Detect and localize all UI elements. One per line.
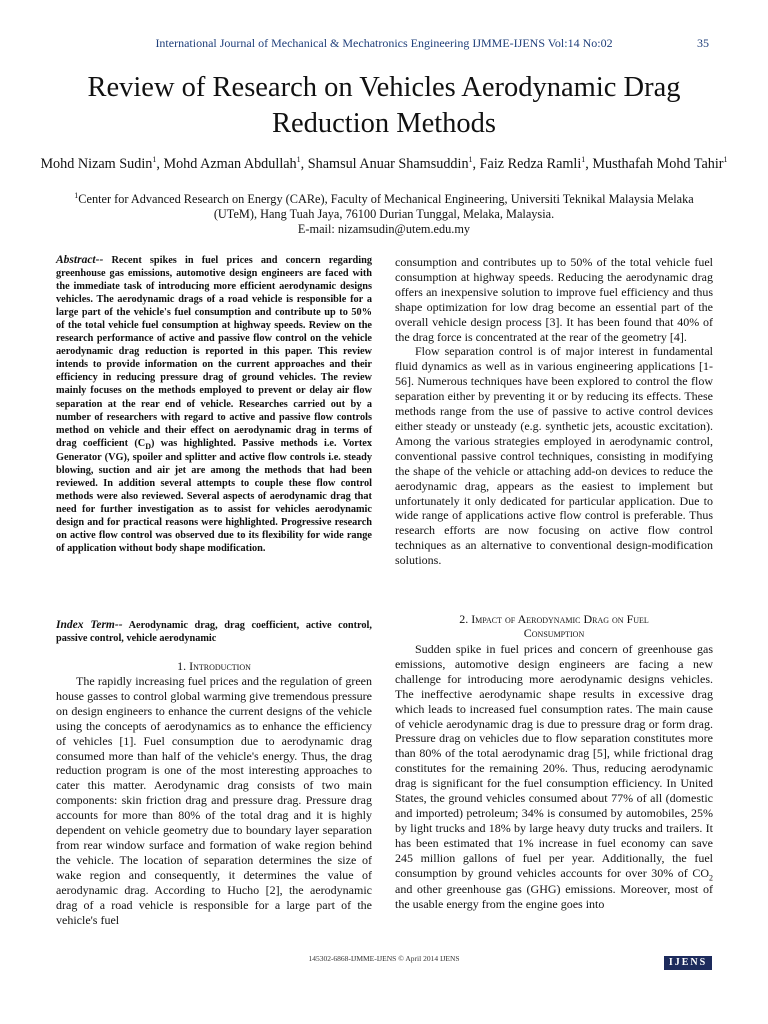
paragraph: consumption and contributes up to 50% of the total vehicle fuel consumption at highway speeds. Reducing the aerodynamic drag offers an inexpensive solution to improve fuel efficiency and thus shape optimization for low drag become an essential part of the overall vehicle design process [3]. It has been found that 40% of the drag force is concentrated at the rear of the geometry [4]. [395, 255, 713, 344]
paper-title: Review of Research on Vehicles Aerodynamic Drag Reduction Methods [87, 72, 681, 139]
index-terms [56, 619, 372, 645]
author-separator: , [472, 156, 480, 172]
abstract-text: Recent spikes in fuel prices and concern regarding greenhouse gas emissions, automotive design engineers are faced with the immediate task of introducing more efficient aerodynamic designs vehicles. The aerodynamic drags of a road vehicle is responsible for a large part of the vehicle's fuel consumption and contribute up to 50% of the total vehicle fuel consumption at highway speeds. Review on the research performance of active and passive flow control on the vehicle aerodynamic drag reduction is reported in this paper. This review intends to provide information on the current approaches and their efficiency in reducing pressure drag of ground vehicles. The review mainly focuses on the methods employed to prevent or delay air flow separation at the rear end of vehicle. Researches carried out by a number of researchers with regard to active and passive flow controls method on vehicle and their effect on aerodynamic drag in terms of drag coefficient (C [56, 255, 372, 449]
abstract [56, 254, 372, 555]
ijens-logo: IJENS [664, 956, 712, 970]
author-separator: , [156, 156, 164, 172]
affiliation-mark: 1 [74, 191, 79, 200]
section-heading-introduction: 1. Introduction [177, 659, 251, 673]
affiliation-mark: 1 [723, 155, 728, 164]
abstract-text: ) was highlighted. Passive methods i.e. Vortex Generator (VG), spoiler and splitter and active flow controls i.e. steady blowing, suction and air jet are among the methods that had been reviewed. In addition several attempts to couple these flow control methods were also reviewed. Several aspects of aerodynamic drag that need for further investigation as to assist for vehicles aerodynamic design and for practical reasons were highlighted. Progressive research on active flow control was observed due to its flexibility for wide range of application without body shape modification. [56, 437, 372, 555]
section-heading-impact [395, 612, 713, 640]
index-terms-lead: Index Term-- [56, 619, 123, 631]
paragraph: The rapidly increasing fuel prices and the regulation of green house gasses to control global warming give tremendous pressure on design engineers to enhance the current designs of the vehicle using the concepts of aerodynamics as to enhance the efficiency of vehicles [1]. Fuel consumption due to aerodynamic drag consumed more than half of the vehicle's energy. Thus, the drag reduction program is one of the most interesting approaches to cater this matter. Aerodynamic drag consists of two main components: skin friction drag and pressure drag. Pressure drag accounts for more than 80% of the total drag and it is highly dependent on vehicle geometry due to boundary layer separation from rear window surface and formation of wake region behind the vehicle. The location of separation determines the size of wake region and consequently, it determines the value of aerodynamic drag. According to Hucho [2], the aerodynamic drag of a road vehicle is responsible for a large part of the vehicle's fuel [56, 674, 372, 927]
introduction-body [56, 674, 372, 927]
page-footer: 145302-6868-IJMME-IJENS © April 2014 IJENS [308, 954, 460, 963]
author-separator: , [300, 156, 308, 172]
affiliation-mark: 1 [296, 155, 301, 164]
subscript: D [145, 441, 151, 451]
right-column-body [395, 255, 713, 568]
heading-line: Consumption [523, 626, 585, 640]
paragraph-text: and other greenhouse gas (GHG) emissions. Moreover, most of the usable energy from the engine goes into [395, 881, 713, 911]
paragraph-text: Sudden spike in fuel prices and concern of greenhouse gas emissions, automotive design engineers are facing a new challenge for introducing more aerodynamic designs vehicles. The ineffective aerodynamic shape results in excessive drag which leads to increased fuel consumption rates. The main cause of vehicle aerodynamic drag is due to pressure drag or form drag. Pressure drag on vehicles due to flow separation constitutes more than 80% of the total aerodynamic drag [5], while frictional drag constitutes for the remaining 20%. Thus, reducing aerodynamic drag is significant for the fuel consumption efficiency. In United States, the ground vehicles consumed about 77% of all (domestic and imported) petroleum; 34% is consumed by automobiles, 25% by light trucks and 18% by large heavy duty trucks and trailers. It has been estimated that 1% increase in fuel economy can save 245 million gallons of fuel per year. Additionally, the fuel consumption by ground vehicles accounts for over 30% of CO [395, 642, 713, 880]
affiliation [40, 192, 728, 237]
author-name: Mohd Nizam Sudin [40, 156, 153, 172]
heading-line: 2. Impact of Aerodynamic Drag on Fuel [459, 612, 649, 626]
author-list [40, 156, 728, 173]
author-name: Musthafah Mohd Tahir [592, 156, 724, 172]
running-header [0, 36, 768, 52]
index-terms-text: Aerodynamic drag, drag coefficient, active control, passive control, vehicle aerodynamic [56, 620, 372, 644]
paragraph [395, 642, 713, 912]
affiliation-text: Center for Advanced Research on Energy (CARe), Faculty of Mechanical Engineering, Universiti Teknikal Malaysia Melaka [78, 192, 694, 206]
impact-body [395, 642, 713, 912]
paragraph: Flow separation control is of major interest in fundamental fluid dynamics as well as in various engineering applications [1-56]. Numerous techniques have been explored to control the flow separation either by preventing it or by reducing its effects. These methods range from the use of passive to active control devices either steady or unsteady (e.g. synthetic jets, acoustic excitation). Among the various strategies employed in aerodynamic control, conventional passive control techniques, consisting in modifying the shape of the vehicle or attaching add-on devices to reduce the aerodynamic drag, appears as the easiest to implement but unfortunately it only dedicated for particular application. Due to wide range of applications active flow control is preferable. Thus research efforts are now focusing on active flow control techniques as an alternative to conventional design-modification solutions. [395, 344, 713, 568]
author-name: Mohd Azman Abdullah [163, 156, 297, 172]
subscript: 2 [709, 872, 713, 882]
page-number: 35 [697, 36, 709, 50]
affiliation-mark: 1 [152, 155, 157, 164]
author-separator: , [585, 156, 593, 172]
affiliation-line: (UTeM), Hang Tuah Jaya, 76100 Durian Tunggal, Melaka, Malaysia. [213, 207, 555, 221]
author-email: E-mail: nizamsudin@utem.edu.my [297, 222, 471, 236]
affiliation-mark: 1 [468, 155, 473, 164]
affiliation-mark: 1 [581, 155, 586, 164]
affiliation-line [40, 192, 728, 207]
author-name: Shamsul Anuar Shamsuddin [307, 156, 469, 172]
journal-name: International Journal of Mechanical & Mechatronics Engineering IJMME-IJENS Vol:14 No:02 [155, 36, 613, 50]
abstract-lead: Abstract-- [56, 254, 104, 266]
author-name: Faiz Redza Ramli [479, 156, 582, 172]
